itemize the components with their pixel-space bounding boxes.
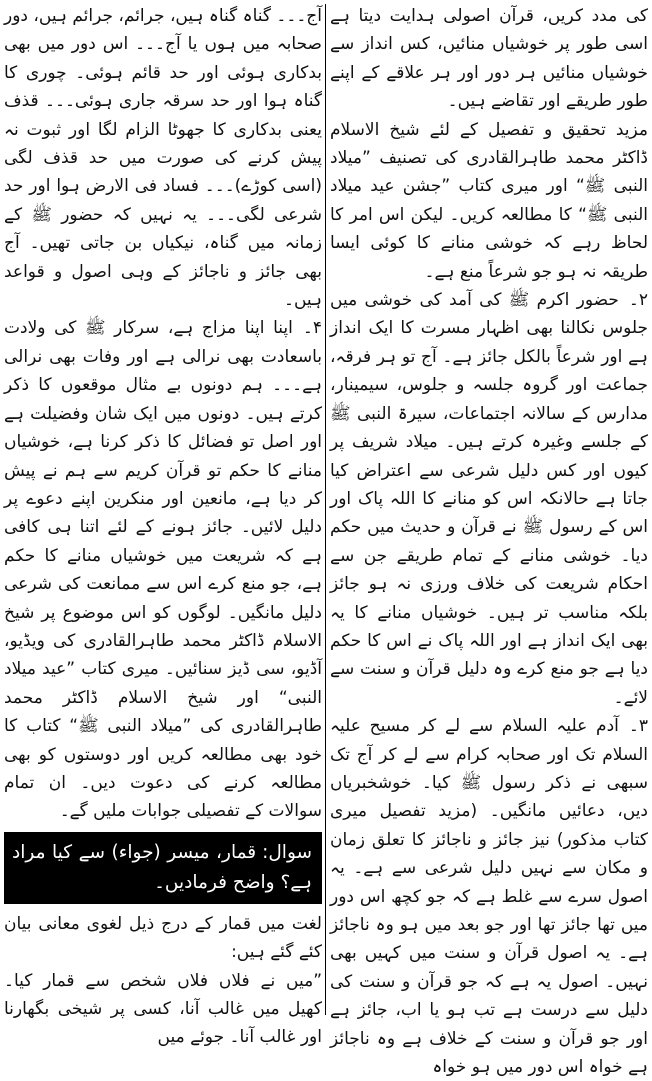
numbered-paragraph [330, 286, 648, 712]
numbered-paragraph [330, 712, 648, 1081]
answer-paragraph: لغت میں قمار کے درج ذیل لغوی معانی بیان کئے گئے ہیں: [4, 913, 322, 963]
paragraph: کی مدد کریں، قرآن اصولی ہدایت دیتا ہے اسی طور پر خوشیاں منائیں، کس انداز سے خوشیاں منائیں ہر دور اور ہر علاقے کے اپنے طور طریقے اور تقاضے ہیں۔ [330, 6, 648, 112]
paragraph-number: ۳۔ [628, 716, 648, 737]
question-label: سوال: [262, 841, 312, 863]
paragraph: آج۔۔۔ گناہ گناہ ہیں، جرائم، جرائم ہیں، دور صحابہ میں ہوں یا آج۔۔۔ اس دور میں بھی بدکاری ہوئی اور حد قائم ہوئی۔ چوری کا گناہ ہوا اور حد سرقہ جاری ہوئی۔۔۔ قذف یعنی بدکاری کا جھوٹا الزام لگا اور ثبوت نہ پیش کرنے کی صورت میں حد قذف لگی (اسی کوڑے)۔۔۔ فساد فی الارض ہوا اور حد شرعی لگی۔۔۔ یہ نہیں کہ حضور ﷺ کے زمانہ میں گناہ، نیکیاں بن جاتی تھیں۔ آج بھی جائز و ناجائز کے وہی اصول و قواعد ہیں۔ [4, 6, 322, 311]
column-divider [325, 4, 326, 1015]
right-column [330, 2, 648, 1081]
paragraph-number: ۴۔ [302, 318, 322, 339]
question-text: قمار، میسر (جواء) سے کیا مراد ہے؟ واضح فرمادیں۔ [12, 841, 312, 893]
paragraph-number: ۲۔ [628, 290, 648, 311]
paragraph: مزید تحقیق و تفصیل کے لئے شیخ الاسلام ڈاکٹر محمد طاہرالقادری کی تصنیف ”میلاد النبی ﷺ“ اور میری کتاب ”جشن عید میلاد النبی ﷺ“ کا مطالعہ کریں۔ لیکن اس امر کا لحاظ رہے کہ خوشی منانے کا کوئی ایسا طریقہ نہ ہو جو شرعاً منع ہے۔ [330, 119, 648, 282]
paragraph-text: آدم علیہ السلام سے لے کر مسیح علیہ السلام تک اور صحابہ کرام سے لے کر آج تک سبھی نے ذکر رسول ﷺ کیا۔ خوشخبریاں دیں، دعائیں مانگیں۔ (مزید تفصیل میری کتاب مذکور) نیز جائز و ناجائز کا تعلق زمان و مکان سے نہیں دلیل شرعی سے ہے۔ یہ اصول سرے سے غلط ہے کہ جو کچھ اس دور میں تھا جائز تھا اور جو بعد میں ہو وہ ناجائز ہے۔ یہ اصول قرآن و سنت میں کہیں بھی نہیں۔ اصول یہ ہے کہ جو قرآن و سنت کی دلیل سے درست ہے تب ہو یا اب، جائز ہے اور جو قرآن و سنت کے خلاف ہے وہ ناجائز ہے خواہ اس دور میں ہو خواہ [330, 716, 648, 1078]
left-column [4, 2, 322, 1052]
question-box [4, 832, 322, 904]
answer-paragraph: ”میں نے فلاں فلاں شخص سے قمار کیا۔ کھیل میں غالب آنا، کسی پر شیخی بگھارنا اور غالب آنا۔ جوئے میں [4, 970, 322, 1048]
paragraph-text: حضور اکرم ﷺ کی آمد کی خوشی میں جلوس نکالنا بھی اظہار مسرت کا ایک انداز ہے اور شرعاً بالکل جائز ہے۔ آج تو ہر فرقہ، جماعت اور گروہ جلسہ و جلوس، سیمینار، مدارس کے سالانہ اجتماعات، سیرۃ النبی ﷺ کے جلسے وغیرہ کرتے ہیں۔ میلاد شریف پر کیوں اور کس دلیل شرعی سے اعتراض کیا جاتا ہے حالانکہ اس کو منانے کا اللہ پاک اور اس کے رسول ﷺ نے قرآن و حدیث میں حکم دیا۔ خوشی منانے کے تمام طریقے جن سے احکام شریعت کی خلاف ورزی نہ ہو جائز بلکہ مناسب تر ہیں۔ خوشیاں منانے کا یہ بھی ایک انداز ہے اور اللہ پاک نے اس کا حکم دیا ہے جو منع کرے وہ دلیل قرآن و سنت سے لائے۔ [330, 290, 648, 708]
numbered-paragraph [4, 314, 322, 825]
paragraph-text: اپنا اپنا مزاج ہے، سرکار ﷺ کی ولادت باسعادت بھی نرالی ہے اور وفات بھی نرالی ہے۔۔۔ ہم دونوں بے مثال موقعوں کا ذکر کرتے ہیں۔ دونوں میں ایک شان وفضیلت ہے اور اصل تو فضائل کا ذکر کرنا ہے، خوشیاں منانے کا حکم تو قرآن کریم سے ہم نے پیش کر دیا ہے، مانعین اور منکرین اپنے دعوے پر دلیل لائیں۔ جائز ہونے کے لئے اتنا ہی کافی ہے کہ شریعت میں خوشیاں منانے کا حکم ہے، جو منع کرے اس سے ممانعت کی شرعی دلیل مانگیں۔ لوگوں کو اس موضوع پر شیخ الاسلام ڈاکٹر محمد طاہرالقادری کی ویڈیو، آڈیو، سی ڈیز سنائیں۔ میری کتاب ”عید میلاد النبی“ اور شیخ الاسلام ڈاکٹر محمد طاہرالقادری کی ”میلاد النبی ﷺ“ کتاب کا خود بھی مطالعہ کریں اور دوستوں کو بھی مطالعہ کرنے کی دعوت دیں۔ ان تمام سوالات کے تفصیلی جوابات ملیں گے۔ [4, 318, 322, 822]
